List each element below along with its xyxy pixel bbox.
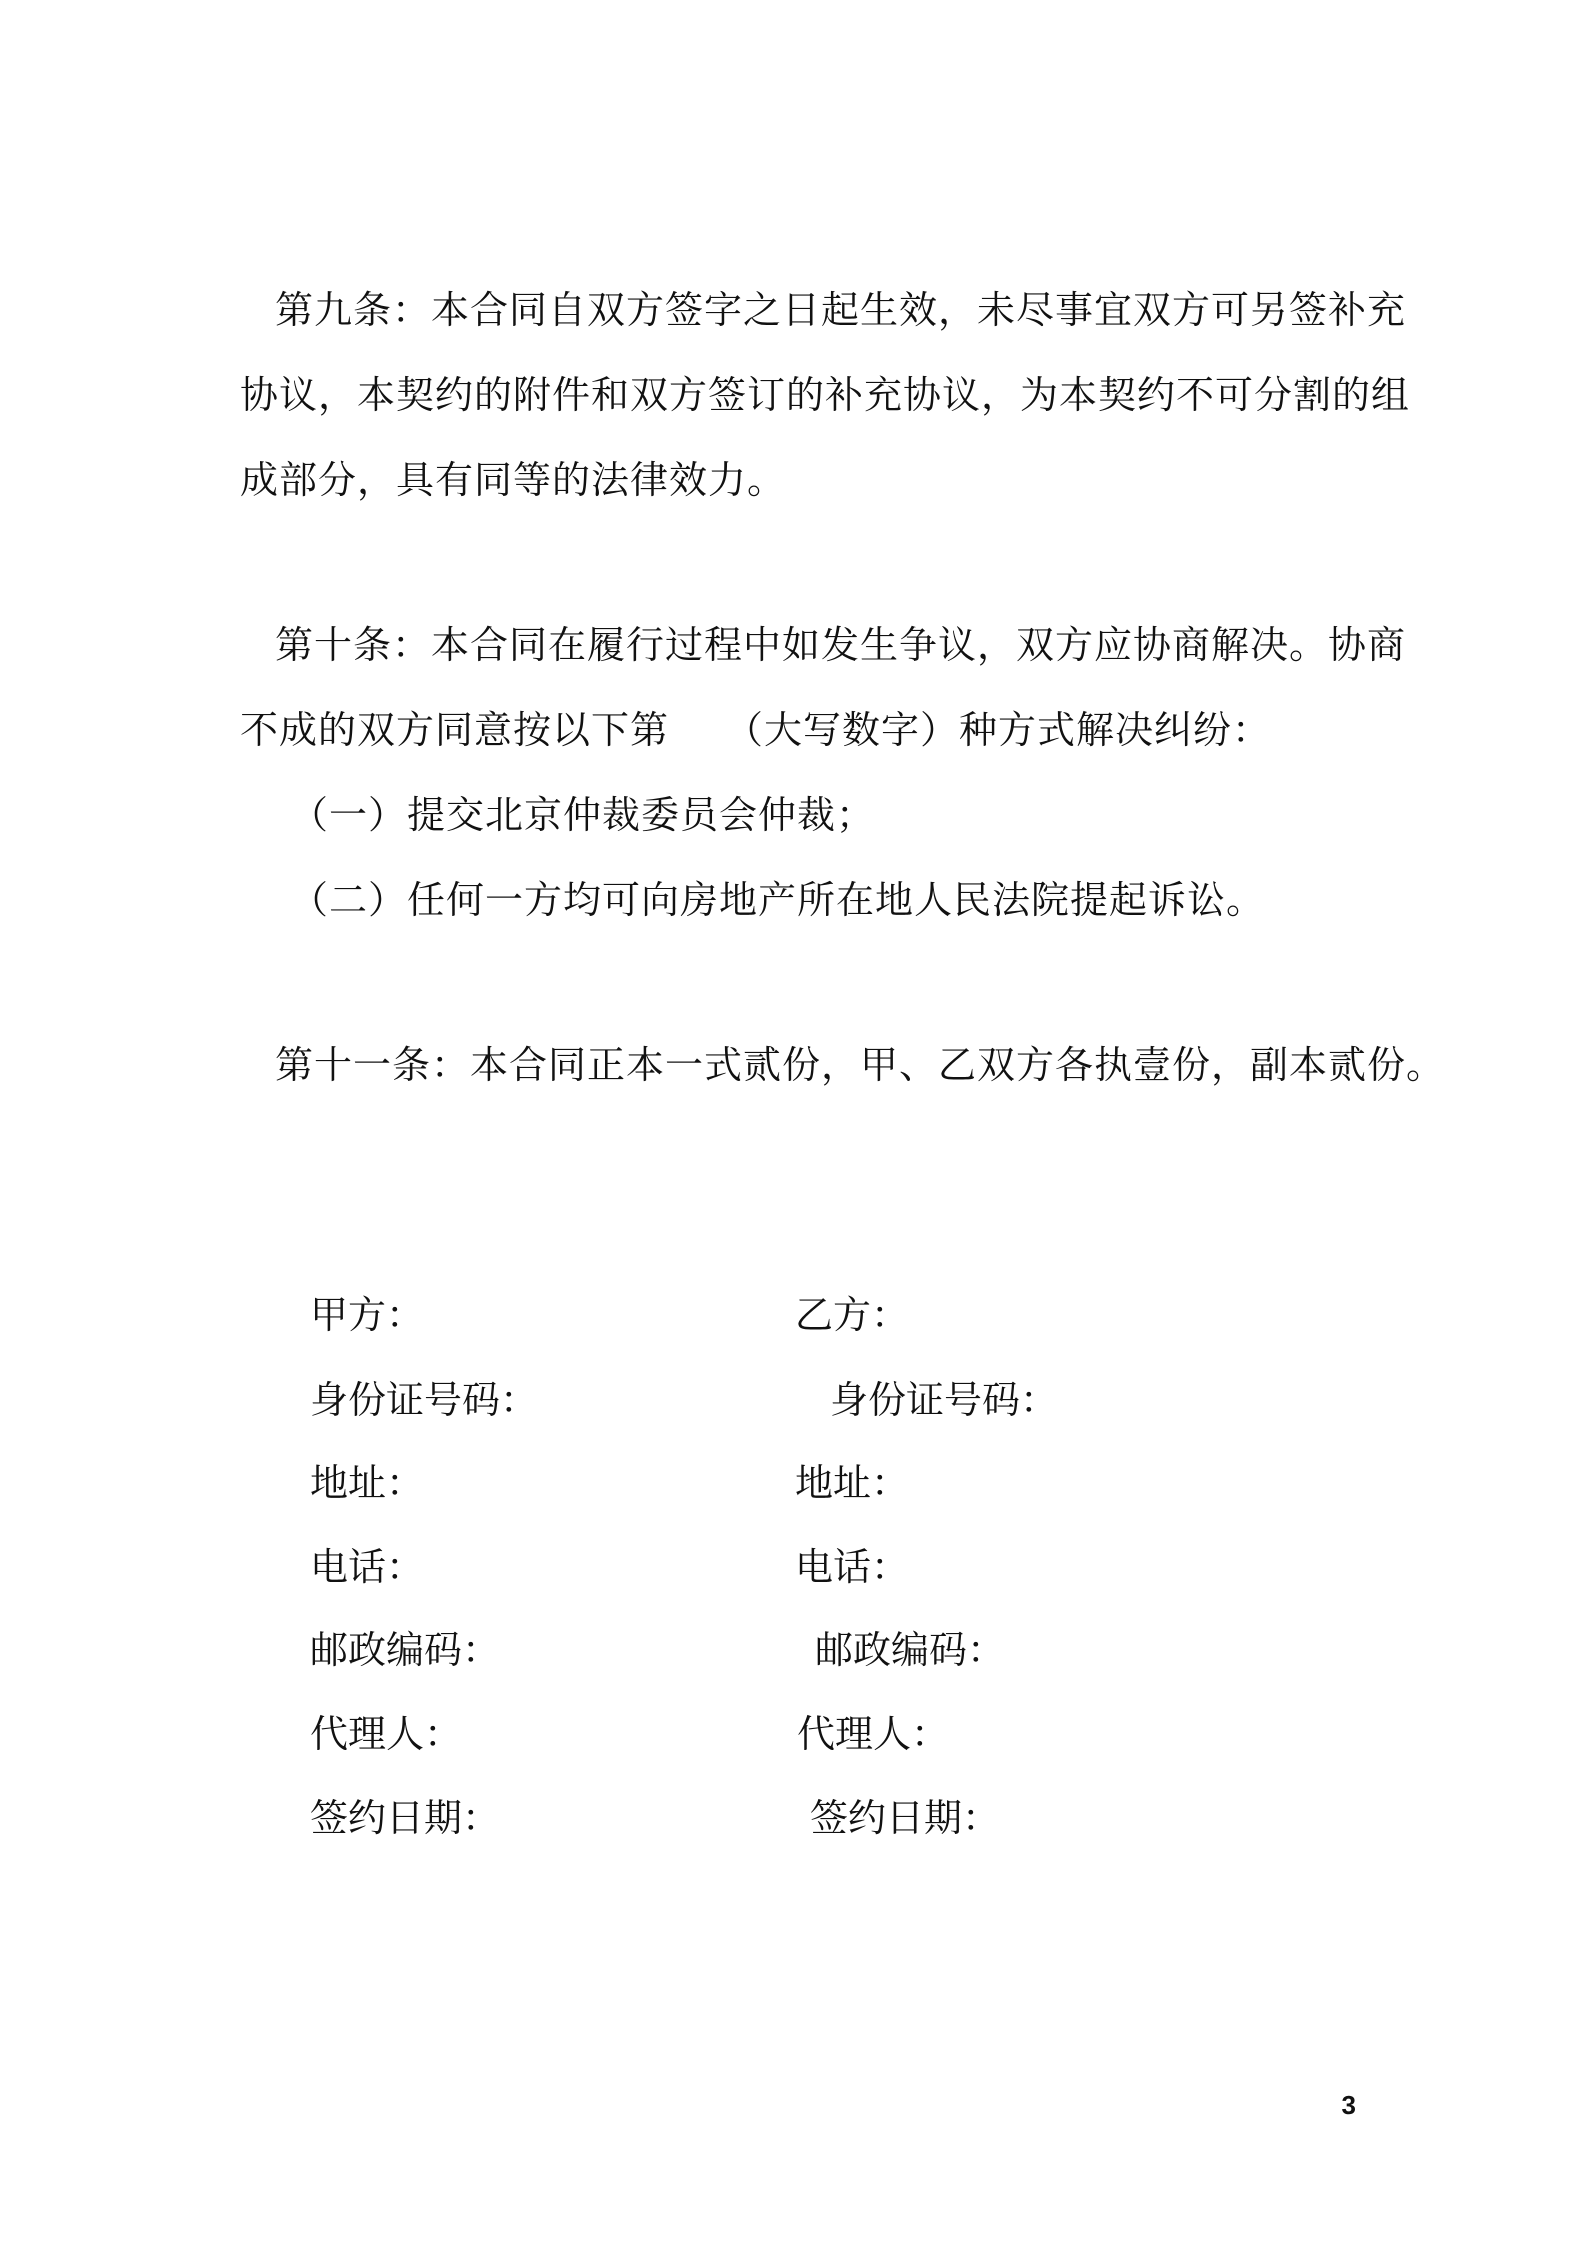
clause-10-option-1: （一）提交北京仲裁委员会仲裁； [290,793,876,837]
party-a-id-label: 身份证号码： [310,1378,539,1422]
clause-10-option-2: （二）任何一方均可向房地产所在地人民法院提起诉讼。 [290,878,1266,922]
party-a-phone-label: 电话： [310,1545,425,1589]
party-a-date-label: 签约日期： [310,1796,501,1840]
party-a-agent-label: 代理人： [310,1712,463,1756]
party-a-name-label: 甲方： [310,1293,425,1337]
party-a-postcode-label: 邮政编码： [310,1628,501,1672]
party-b-name-label: 乙方： [795,1293,910,1337]
clause-10-line-2-part-1: 不成的双方同意按以下第 [240,708,670,752]
party-b-agent-label: 代理人： [797,1712,950,1756]
page-number: 3 [1341,2090,1356,2120]
clause-9-line-1: 第九条：本合同自双方签字之日起生效，未尽事宜双方可另签补充 [275,288,1407,332]
clause-9-line-2: 协议，本契约的附件和双方签订的补充协议，为本契约不可分割的组 [240,373,1411,417]
party-b-id-label: 身份证号码： [830,1378,1059,1422]
clause-11-line-1: 第十一条：本合同正本一式贰份，甲、乙双方各执壹份，副本贰份。 [275,1043,1446,1087]
party-a-address-label: 地址： [310,1461,425,1505]
party-b-address-label: 地址： [795,1461,910,1505]
party-b-phone-label: 电话： [795,1545,910,1589]
party-b-postcode-label: 邮政编码： [815,1628,1006,1672]
clause-10-line-1: 第十条：本合同在履行过程中如发生争议，双方应协商解决。协商 [275,623,1407,667]
clause-9-line-3: 成部分，具有同等的法律效力。 [240,458,787,502]
clause-10-line-2-part-2: （大写数字）种方式解决纠纷： [725,708,1272,752]
party-b-date-label: 签约日期： [810,1796,1001,1840]
